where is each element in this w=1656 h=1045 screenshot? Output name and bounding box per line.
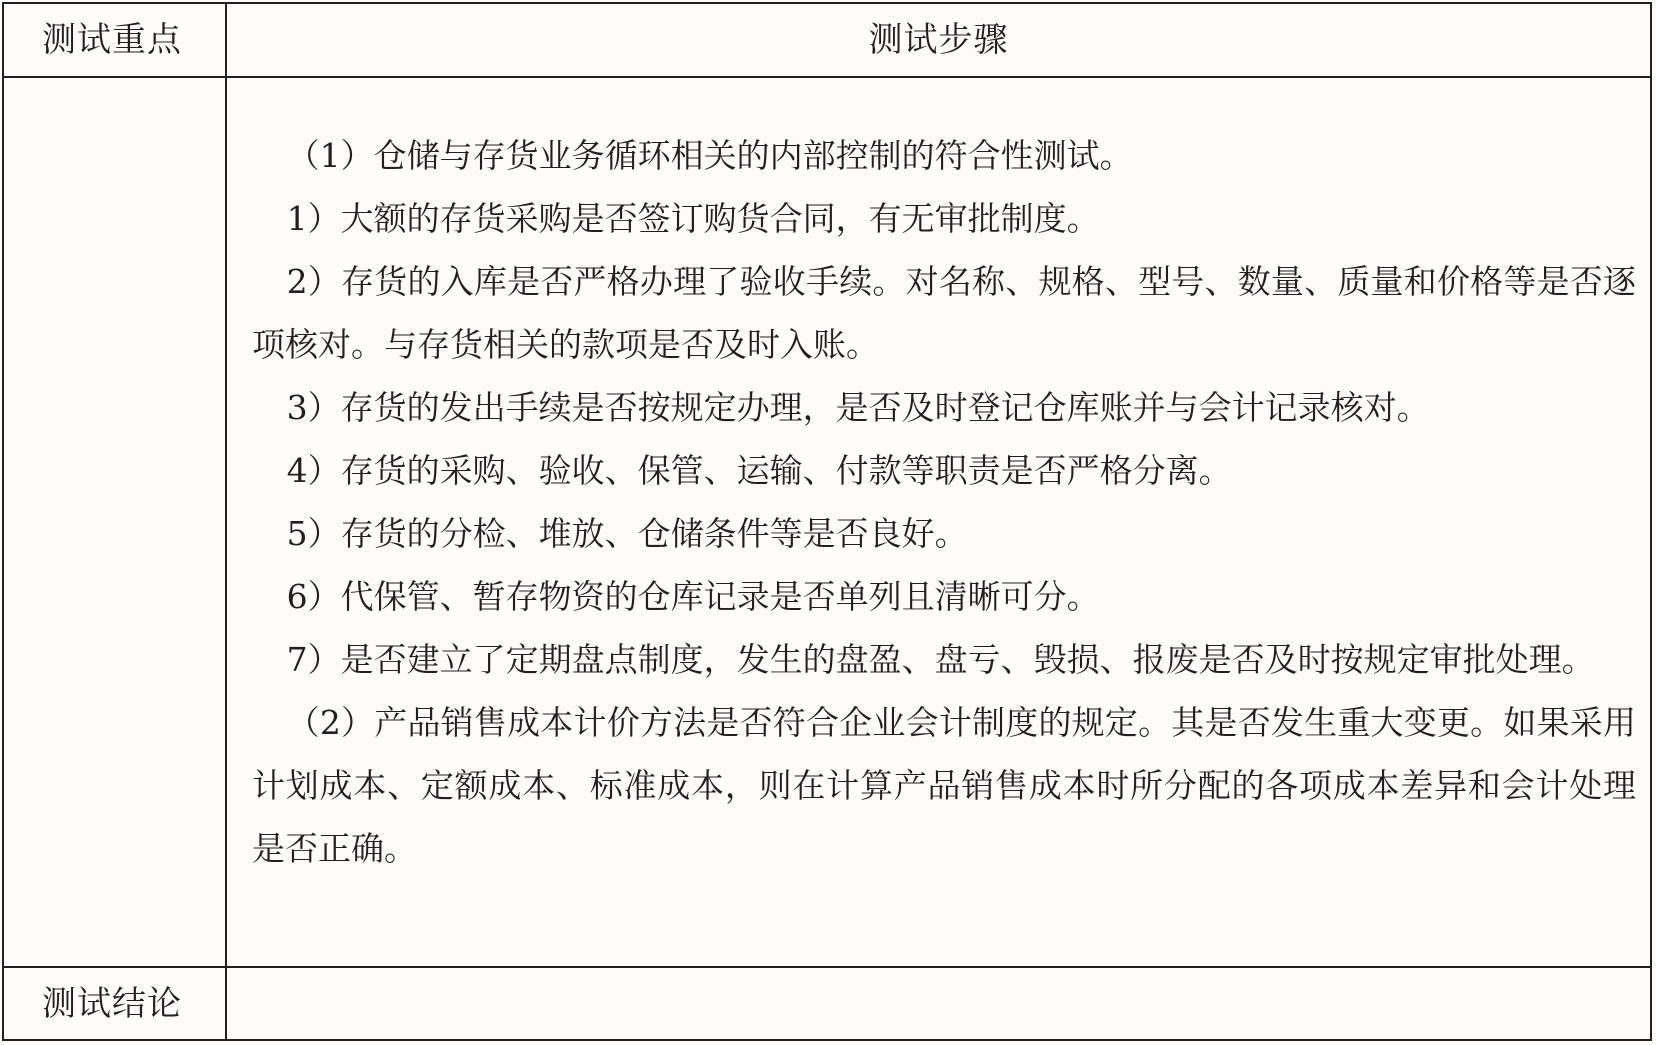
test-procedure-table	[2, 2, 1652, 1041]
step-paragraph: 2）存货的入库是否严格办理了验收手续。对名称、规格、型号、数量、质量和价格等是否逐项核对。与存货相关的款项是否及时入账。	[252, 262, 1636, 364]
step-paragraph: 4）存货的采购、验收、保管、运输、付款等职责是否严格分离。	[286, 451, 1232, 490]
test-conclusion-value	[226, 967, 1651, 1040]
test-focus-cell	[3, 77, 226, 967]
step-paragraph: 1）大额的存货采购是否签订购货合同，有无审批制度。	[286, 199, 1100, 238]
header-test-focus: 测试重点	[3, 3, 226, 77]
step-paragraph: 3）存货的发出手续是否按规定办理，是否及时登记仓库账并与会计记录核对。	[286, 388, 1430, 427]
table-header-row	[3, 3, 1651, 77]
test-steps-cell	[226, 77, 1651, 967]
header-test-steps: 测试步骤	[226, 3, 1651, 77]
table-body-row	[3, 77, 1651, 967]
step-paragraph: （1）仓储与存货业务循环相关的内部控制的符合性测试。	[286, 136, 1133, 175]
step-paragraph: 5）存货的分检、堆放、仓储条件等是否良好。	[286, 514, 968, 553]
step-paragraph: 7）是否建立了定期盘点制度，发生的盘盈、盘亏、毁损、报废是否及时按规定审批处理。	[286, 640, 1595, 679]
test-steps-list	[227, 78, 1650, 880]
step-paragraph: 6）代保管、暂存物资的仓库记录是否单列且清晰可分。	[286, 577, 1100, 616]
table-footer-row	[3, 967, 1651, 1040]
test-conclusion-label: 测试结论	[3, 967, 226, 1040]
step-paragraph: （2）产品销售成本计价方法是否符合企业会计制度的规定。其是否发生重大变更。如果采用计划成本、定额成本、标准成本，则在计算产品销售成本时所分配的各项成本差异和会计处理是否正确。	[252, 703, 1636, 868]
